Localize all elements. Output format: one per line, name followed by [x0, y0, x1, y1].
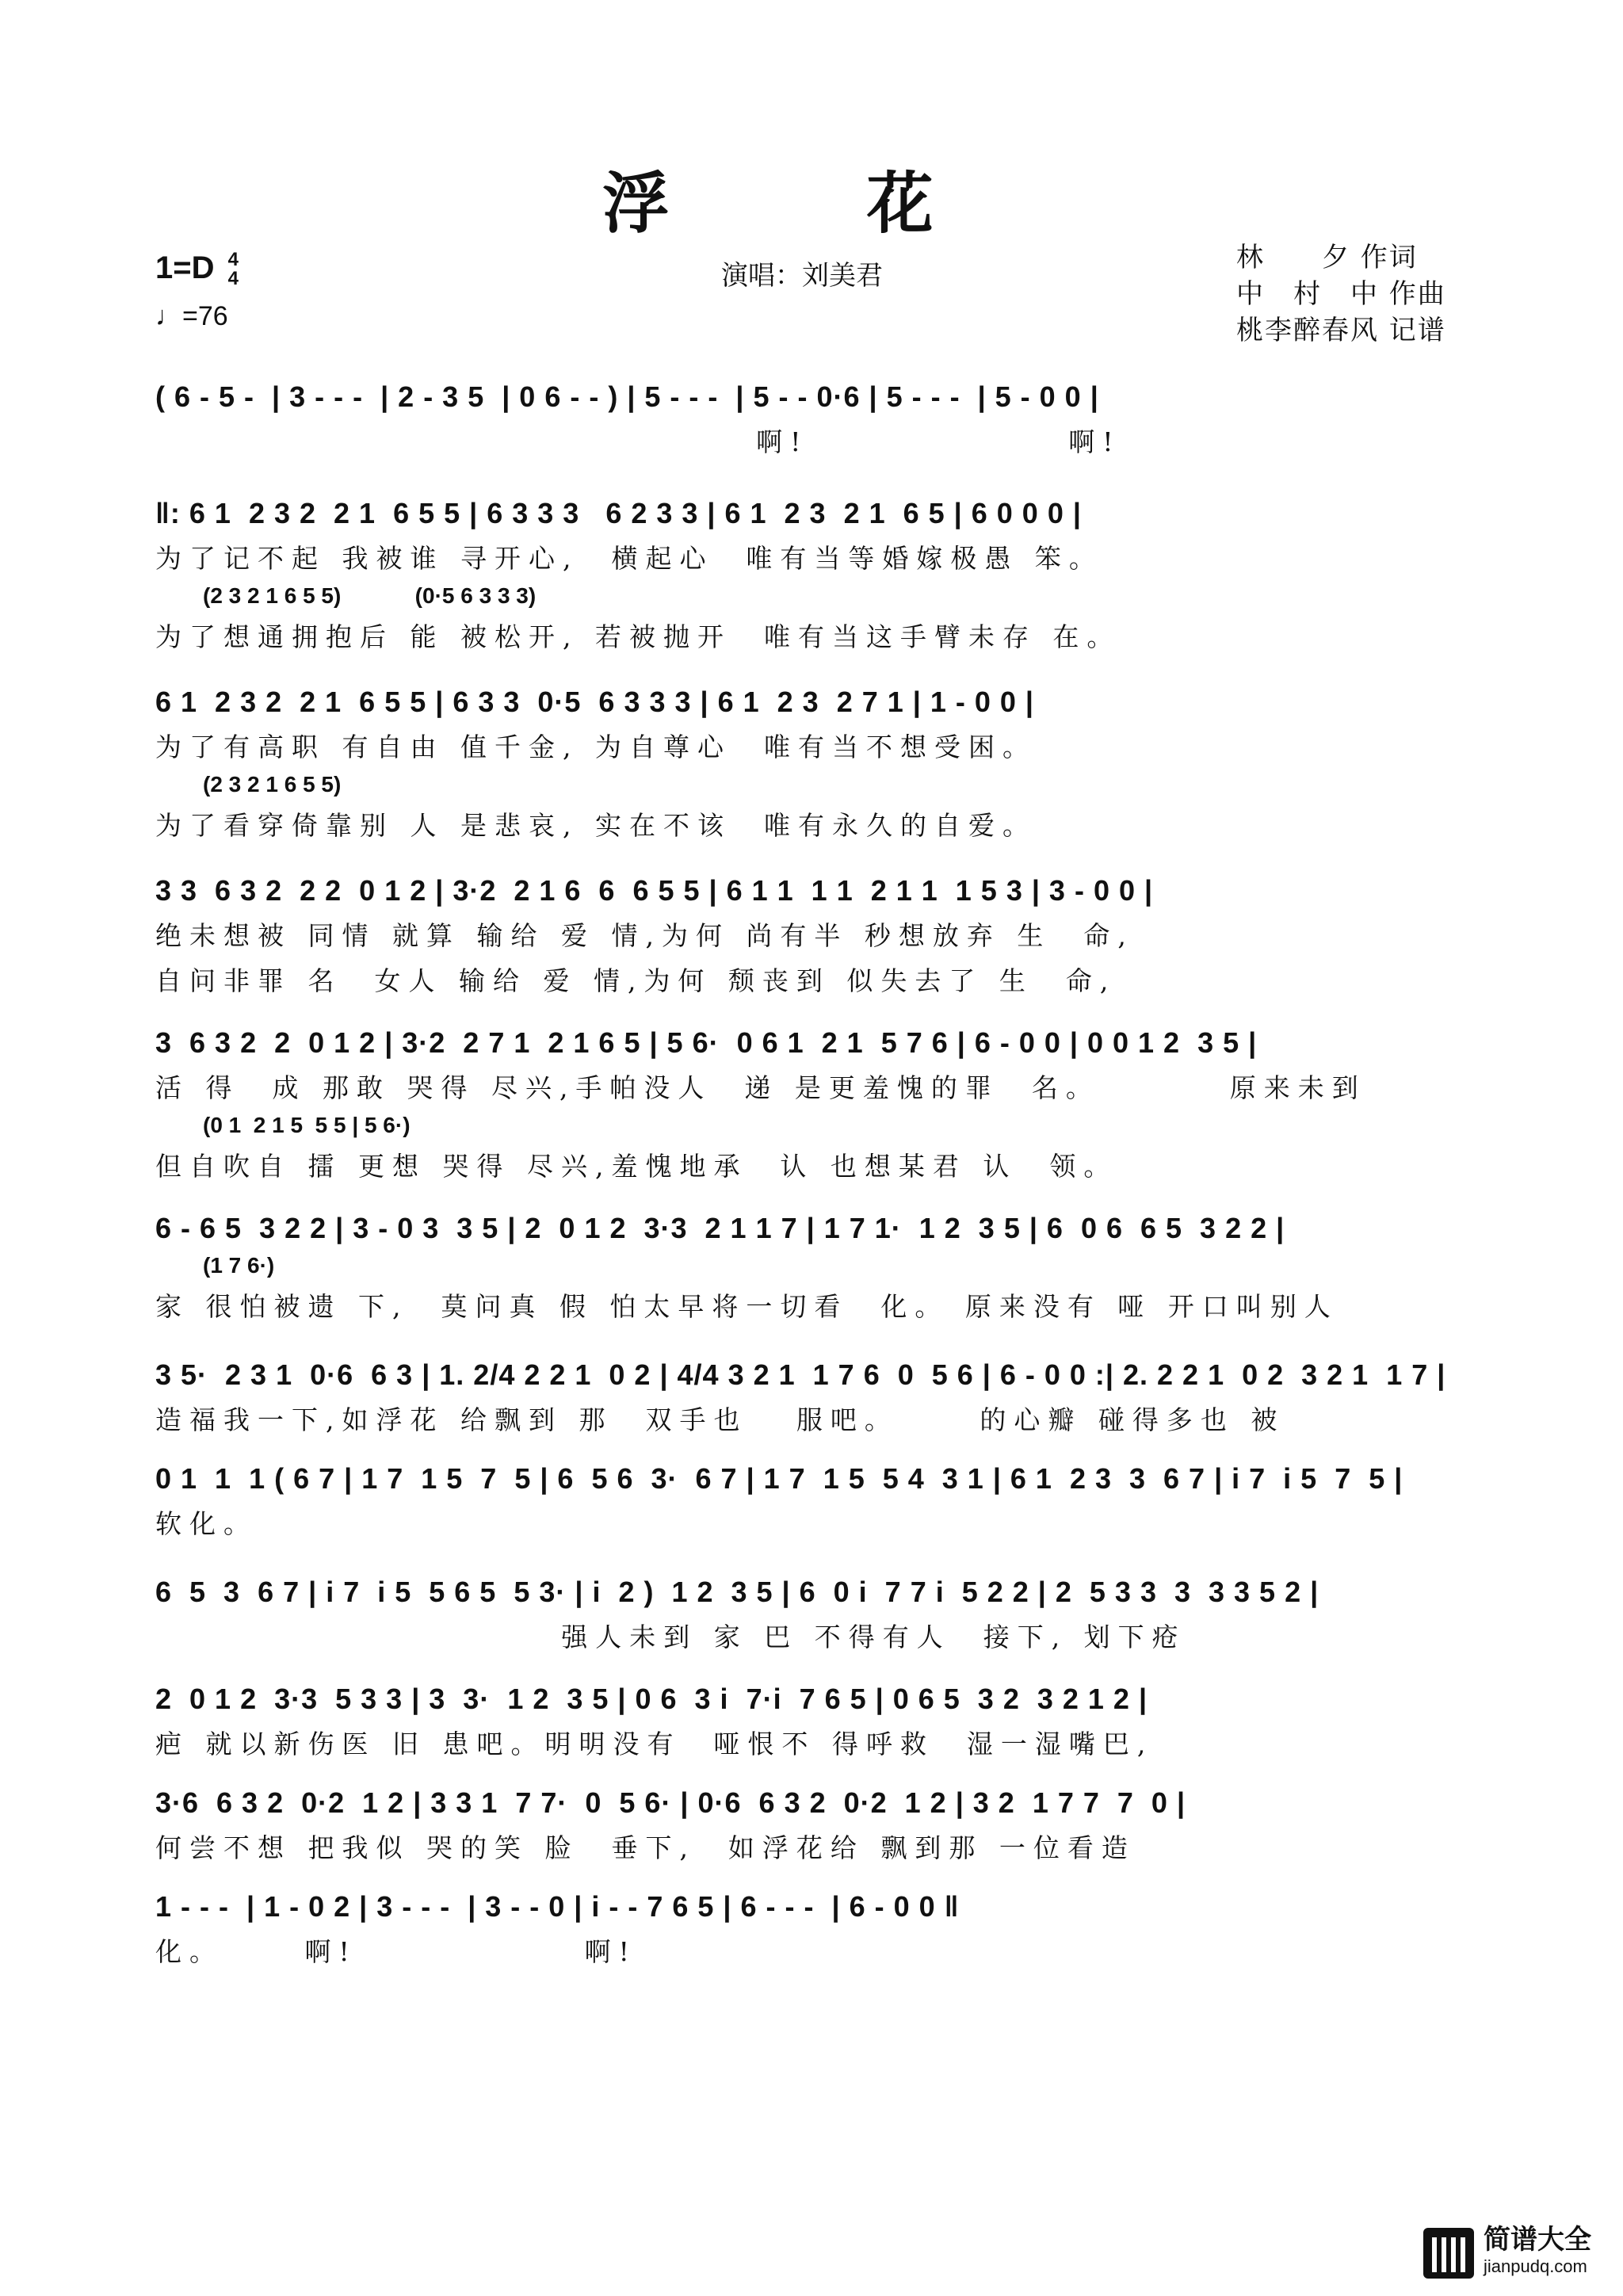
notation-line: 2 0 1 2 3·3 5 3 3 | 3 3· 1 2 3 5 | 0 6 3 i 7·i 7 6 5 | 0 6 5 3 2 3 2 1 2 | [155, 1683, 1148, 1715]
lyric-line: 强人未到 家 巴 不得有人 接下, 划下疮 [155, 1622, 1186, 1652]
site-name: 简谱大全 [1484, 2224, 1591, 2256]
score-system [155, 1462, 1471, 1541]
lyric-line: 啊! 啊! [155, 426, 1121, 457]
composer-credit: 中 村 中 作曲 [1236, 278, 1446, 310]
notation-line: 3 6 3 2 2 0 1 2 | 3·2 2 7 1 2 1 6 5 | 5 6· 0 6 1 2 1 5 7 6 | 6 - 0 0 | 0 0 1 2 3 5 | [155, 1026, 1258, 1059]
notation-line: ( 6 - 5 - | 3 - - - | 2 - 3 5 | 0 6 - - ) | 5 - - - | 5 - - 0·6 | 5 - - - | 5 - 0 0 | [155, 380, 1099, 413]
notation-line: 6 - 6 5 3 2 2 | 3 - 0 3 3 5 | 2 0 1 2 3·3 2 1 1 7 | 1 7 1· 1 2 3 5 | 6 0 6 6 5 3 2 2 | [155, 1212, 1285, 1244]
lyric-line: 化。 啊! 啊! [155, 1936, 637, 1967]
lyric-line: 为了有高职 有自由 值千金, 为自尊心 唯有当不想受困。 [155, 732, 1037, 762]
lyric-line: 活 得 成 那敢 哭得 尽兴,手帕没人 递 是更羞愧的罪 名。 原来未到 [155, 1072, 1366, 1103]
lyric-line: 疤 就以新伤医 旧 患吧。明明没有 哑恨不 得呼救 湿一湿嘴巴, [155, 1729, 1154, 1759]
time-signature [228, 250, 239, 288]
lyric-line: 何尝不想 把我似 哭的笑 脸 垂下, 如浮花给 飘到那 一位看造 [155, 1832, 1136, 1863]
notation-line: 3 3 6 3 2 2 2 0 1 2 | 3·2 2 1 6 6 6 5 5 | 6 1 1 1 1 2 1 1 1 5 3 | 3 - 0 0 | [155, 874, 1154, 907]
alternate-notes: (2 3 2 1 6 5 5) (0·5 6 3 3 3) [203, 583, 537, 608]
score-system [155, 1212, 1471, 1324]
lyric-line: 为了记不起 我被谁 寻开心, 横起心 唯有当等婚嫁极愚 笨。 [155, 543, 1103, 574]
lyric-line: 但自吹自 擂 更想 哭得 尽兴,羞愧地承 认 也想某君 认 领。 [155, 1151, 1118, 1182]
notation-line: 6 5 3 6 7 | i 7 i 5 5 6 5 5 3· | i 2 ) 1 2 3 5 | 6 0 i 7 7 i 5 2 2 | 2 5 3 3 3 3 3 5 2 | [155, 1576, 1319, 1608]
piano-keys-icon [1423, 2228, 1474, 2279]
alternate-notes: (1 7 6·) [203, 1253, 275, 1278]
credits-block [1236, 239, 1446, 349]
time-top: 4 [227, 249, 239, 271]
transcriber-credit: 桃李醉春风 记谱 [1236, 315, 1446, 346]
alternate-notes: (2 3 2 1 6 5 5) [203, 772, 342, 797]
score-system [155, 1786, 1471, 1865]
notation-line: 3·6 6 3 2 0·2 1 2 | 3 3 1 7 7· 0 5 6· | 0·6 6 3 2 0·2 1 2 | 3 2 1 7 7 7 0 | [155, 1786, 1186, 1819]
notation-line: 1 - - - | 1 - 0 2 | 3 - - - | 3 - - 0 | i - - 7 6 5 | 6 - - - | 6 - 0 0 ‖ [155, 1890, 960, 1923]
tempo-marking: ♩=76 [155, 301, 228, 331]
score-system [155, 1358, 1471, 1437]
singer-credit: 演唱：刘美君 [721, 260, 883, 292]
site-url: jianpudq.com [1484, 2256, 1587, 2276]
notation-line: 3 5· 2 3 1 0·6 6 3 | 1. 2/4 2 2 1 0 2 | 4/4 3 2 1 1 7 6 0 5 6 | 6 - 0 0 :| 2. 2 2 1 0 2 3 2 1 1 7 | [155, 1358, 1446, 1391]
score-system [155, 686, 1471, 842]
score-system [155, 380, 1471, 459]
lyric-line: 绝未想被 同情 就算 输给 爱 情,为何 尚有半 秒想放弃 生 命, [155, 920, 1134, 951]
lyric-line: 软化。 [155, 1508, 258, 1539]
lyricist-credit: 林 夕 作词 [1236, 242, 1418, 273]
notation-line: ‖: 6 1 2 3 2 2 1 6 5 5 | 6 3 3 3 6 2 3 3 | 6 1 2 3 2 1 6 5 | 6 0 0 0 | [155, 497, 1082, 529]
key-signature [155, 250, 239, 288]
lyric-line: 自问非罪 名 女人 输给 爱 情,为何 颓丧到 似失去了 生 命, [155, 965, 1117, 996]
lyric-line: 为了看穿倚靠别 人 是悲哀, 实在不该 唯有永久的自爱。 [155, 810, 1037, 841]
score-system [155, 1890, 1471, 1969]
notation-line: 0 1 1 1 ( 6 7 | 1 7 1 5 7 5 | 6 5 6 3· 6 7 | 1 7 1 5 5 4 3 1 | 6 1 2 3 3 6 7 | i 7 i 5 7 5 | [155, 1462, 1403, 1495]
key-label: 1=D [155, 250, 215, 285]
score-system [155, 1683, 1471, 1761]
lyric-line: 为了想通拥抱后 能 被松开, 若被抛开 唯有当这手臂未存 在。 [155, 621, 1121, 652]
score-system [155, 1576, 1471, 1654]
score-systems [155, 380, 1471, 1969]
score-system [155, 1026, 1471, 1183]
site-logo [1423, 2226, 1591, 2280]
score-system [155, 497, 1471, 654]
lyric-line: 家 很怕被遗 下, 莫问真 假 怕太早将一切看 化。 原来没有 哑 开口叫别人 [155, 1291, 1338, 1322]
score-system [155, 874, 1471, 998]
lyric-line: 造福我一下,如浮花 给飘到 那 双手也 服吧。 的心瓣 碰得多也 被 [155, 1404, 1285, 1435]
song-title: 浮 花 [602, 164, 1021, 243]
alternate-notes: (0 1 2 1 5 5 5 | 5 6·) [203, 1113, 411, 1137]
notation-line: 6 1 2 3 2 2 1 6 5 5 | 6 3 3 0·5 6 3 3 3 | 6 1 2 3 2 7 1 | 1 - 0 0 | [155, 686, 1034, 718]
time-bottom: 4 [227, 268, 239, 290]
